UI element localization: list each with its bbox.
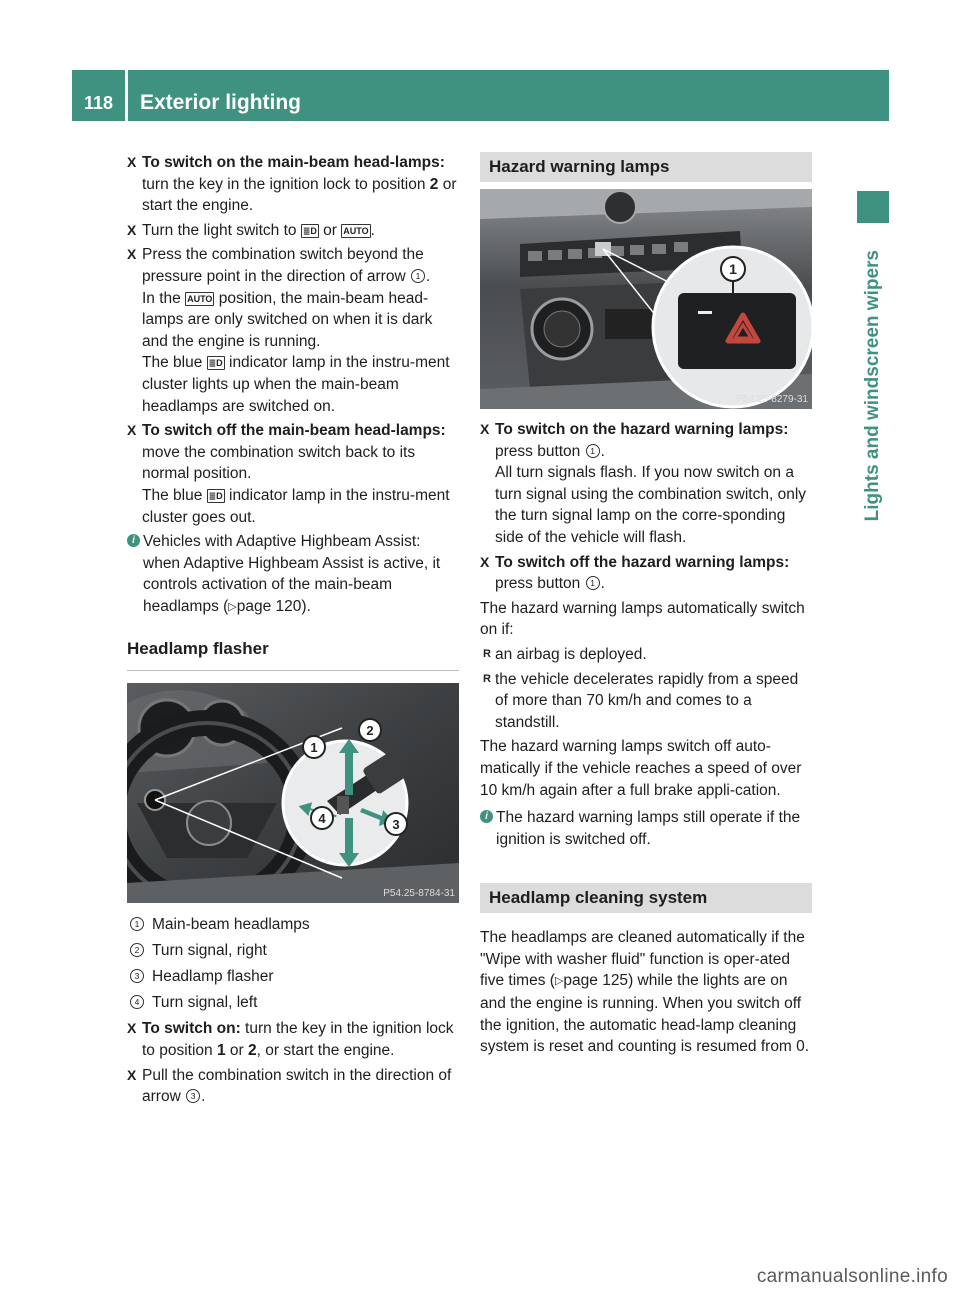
step-text: . xyxy=(370,221,375,239)
main-beam-icon: ≣D xyxy=(208,358,223,369)
step-text: or xyxy=(318,221,342,239)
step-text: press button xyxy=(495,575,585,593)
step-text: position, the main-beam head-lamps are only switched on when it is dark and the engine is running. xyxy=(142,289,433,350)
callout-3-label: 3 xyxy=(392,817,400,833)
step-text: . xyxy=(201,1088,206,1106)
step-text: or start the engine. xyxy=(142,175,457,215)
step-text: . xyxy=(600,575,605,593)
auto-light-icon: AUTO xyxy=(343,225,369,236)
bullet-item: R an airbag is deployed. xyxy=(480,644,812,666)
step-text: indicator lamp in the instru-ment cluster goes out. xyxy=(142,486,450,526)
step-number: 1 xyxy=(216,1042,226,1060)
info-text: Vehicles with Adaptive Highbeam Assist: when Adaptive Highbeam Assist is active, it controls activation of the main-beam headlamps ( xyxy=(143,533,441,615)
callout-1-icon: 1 xyxy=(130,917,144,931)
header-divider xyxy=(125,70,128,121)
info-text: ). xyxy=(301,597,311,615)
callout-1-icon: 1 xyxy=(586,444,600,458)
bullet-item: R the vehicle decelerates rapidly from a speed of more than 70 km/h and comes to a standstill. xyxy=(480,669,812,734)
step-text: The blue xyxy=(142,354,207,372)
auto-on-intro: The hazard warning lamps automatically switch on if: xyxy=(480,599,805,639)
step-text: Press the combination switch beyond the pressure point in the direction of arrow xyxy=(142,246,424,285)
callout-4-icon: 4 xyxy=(130,995,144,1009)
info-adaptive-highbeam xyxy=(127,531,459,618)
page-reference-link[interactable]: page 125 xyxy=(563,972,629,990)
page-title: Exterior lighting xyxy=(140,91,302,114)
legend-label: Turn signal, left xyxy=(152,994,258,1012)
watermark: carmanualsonline.info xyxy=(756,1266,948,1288)
step-bold: To switch on the hazard warning lamps: xyxy=(495,421,789,438)
callout-1-label: 1 xyxy=(310,740,318,756)
info-hazard-ignition xyxy=(480,807,812,850)
hazard-button-photo xyxy=(480,189,812,409)
auto-off-paragraph: The hazard warning lamps switch off auto-matically if the vehicle reaches a speed of over 10 km/h again after a full brake appli-cation. xyxy=(480,738,802,799)
step-text: turn the key in the ignition lock to position xyxy=(142,175,430,193)
step-text: indicator lamp in the instru-ment cluster lights up when the main-beam headlamps are switched on. xyxy=(142,354,450,415)
page-pointer-icon: ▷ xyxy=(554,975,564,988)
step-text: press button xyxy=(495,442,585,460)
legend-item xyxy=(127,914,459,936)
legend-item xyxy=(127,940,459,962)
image-code: P54.25-8279-31 xyxy=(736,394,808,405)
step-text: turn the key in the ignition lock to position xyxy=(142,1020,454,1060)
callout-1-label: 1 xyxy=(729,261,737,277)
page-reference-link[interactable]: page 120 xyxy=(236,597,302,615)
main-beam-icon: ≣D xyxy=(302,225,317,236)
step-text: , or start the engine. xyxy=(256,1042,395,1060)
heading-headlamp-cleaning: Headlamp cleaning system xyxy=(480,883,812,913)
step-text: or xyxy=(225,1042,248,1060)
step-text: . xyxy=(425,267,431,285)
step-bold: To switch off the hazard warning lamps: xyxy=(495,553,790,571)
page-pointer-icon: ▷ xyxy=(228,600,237,613)
legend-label: Main-beam headlamps xyxy=(152,916,310,934)
page-header xyxy=(72,70,889,121)
cleaning-paragraph xyxy=(480,927,812,1058)
section-side-label-text: Lights and windscreen wipers xyxy=(862,250,883,522)
step-bold: To switch off the main-beam head-lamps: xyxy=(142,422,446,440)
callout-1-icon: 1 xyxy=(411,269,425,283)
step-bold: To switch on: xyxy=(142,1020,241,1038)
step-light-switch xyxy=(127,220,459,242)
step-press-combination-switch xyxy=(127,244,459,417)
step-hazard-on xyxy=(480,419,812,549)
main-beam-icon: ≣D xyxy=(208,490,223,501)
section-tab-marker xyxy=(857,191,889,223)
callout-2-label: 2 xyxy=(366,723,374,739)
legend-item xyxy=(127,966,459,988)
cleaning-text: The headlamps are cleaned automatically if the "Wipe with washer fluid" function is oper-ated five times ( xyxy=(480,929,805,990)
image-code: P54.25-8784-31 xyxy=(383,888,455,900)
callout-3-icon: 3 xyxy=(130,969,144,983)
heading-headlamp-flasher: Headlamp flasher xyxy=(127,638,459,671)
combination-switch-photo xyxy=(127,683,459,903)
step-bold: To switch on the main-beam head-lamps: xyxy=(142,154,445,171)
step-main-beam-on xyxy=(127,152,459,217)
info-icon: i xyxy=(127,534,140,547)
left-column xyxy=(127,152,459,1111)
heading-hazard-warning-lamps: Hazard warning lamps xyxy=(480,152,812,182)
step-text: Pull the combination switch in the direction of arrow xyxy=(142,1066,452,1106)
hazard-button-illustration xyxy=(480,189,812,409)
step-text: All turn signals flash. If you now switch on a turn signal using the combination switch, only the turn signal lamp on the corre-sponding side of the vehicle will flash. xyxy=(495,464,807,546)
step-number: 2 xyxy=(429,175,439,193)
step-main-beam-off xyxy=(127,420,459,528)
step-number: 2 xyxy=(248,1042,257,1060)
legend-item xyxy=(127,992,459,1014)
right-column xyxy=(480,152,812,1061)
step-text: The blue xyxy=(142,486,207,504)
step-flasher-switch-on xyxy=(127,1018,459,1061)
step-text: In the xyxy=(142,289,186,307)
legend-label: Turn signal, right xyxy=(152,942,267,960)
step-hazard-off xyxy=(480,552,812,595)
callout-3-icon: 3 xyxy=(186,1089,200,1103)
step-pull-combination-switch xyxy=(127,1065,459,1108)
legend-label: Headlamp flasher xyxy=(152,968,274,986)
step-text: . xyxy=(600,442,605,460)
cleaning-text: ) while the lights are on and the engine is running. When you switch off the ignition, the automatic head-lamp cleaning system is reset and counting is resumed from 0. xyxy=(480,972,810,1056)
callout-2-icon: 2 xyxy=(130,943,144,957)
auto-light-icon: AUTO xyxy=(187,293,213,304)
callout-4-label: 4 xyxy=(318,811,326,827)
step-text: move the combination switch back to its normal position. xyxy=(142,443,416,483)
callout-1-icon: 1 xyxy=(586,576,600,590)
headlamp-flasher-illustration xyxy=(127,683,459,903)
page-number: 118 xyxy=(83,93,114,113)
info-text: The hazard warning lamps still operate if the ignition is switched off. xyxy=(496,809,801,848)
info-icon: i xyxy=(480,810,493,823)
step-text: Turn the light switch to xyxy=(142,221,301,239)
